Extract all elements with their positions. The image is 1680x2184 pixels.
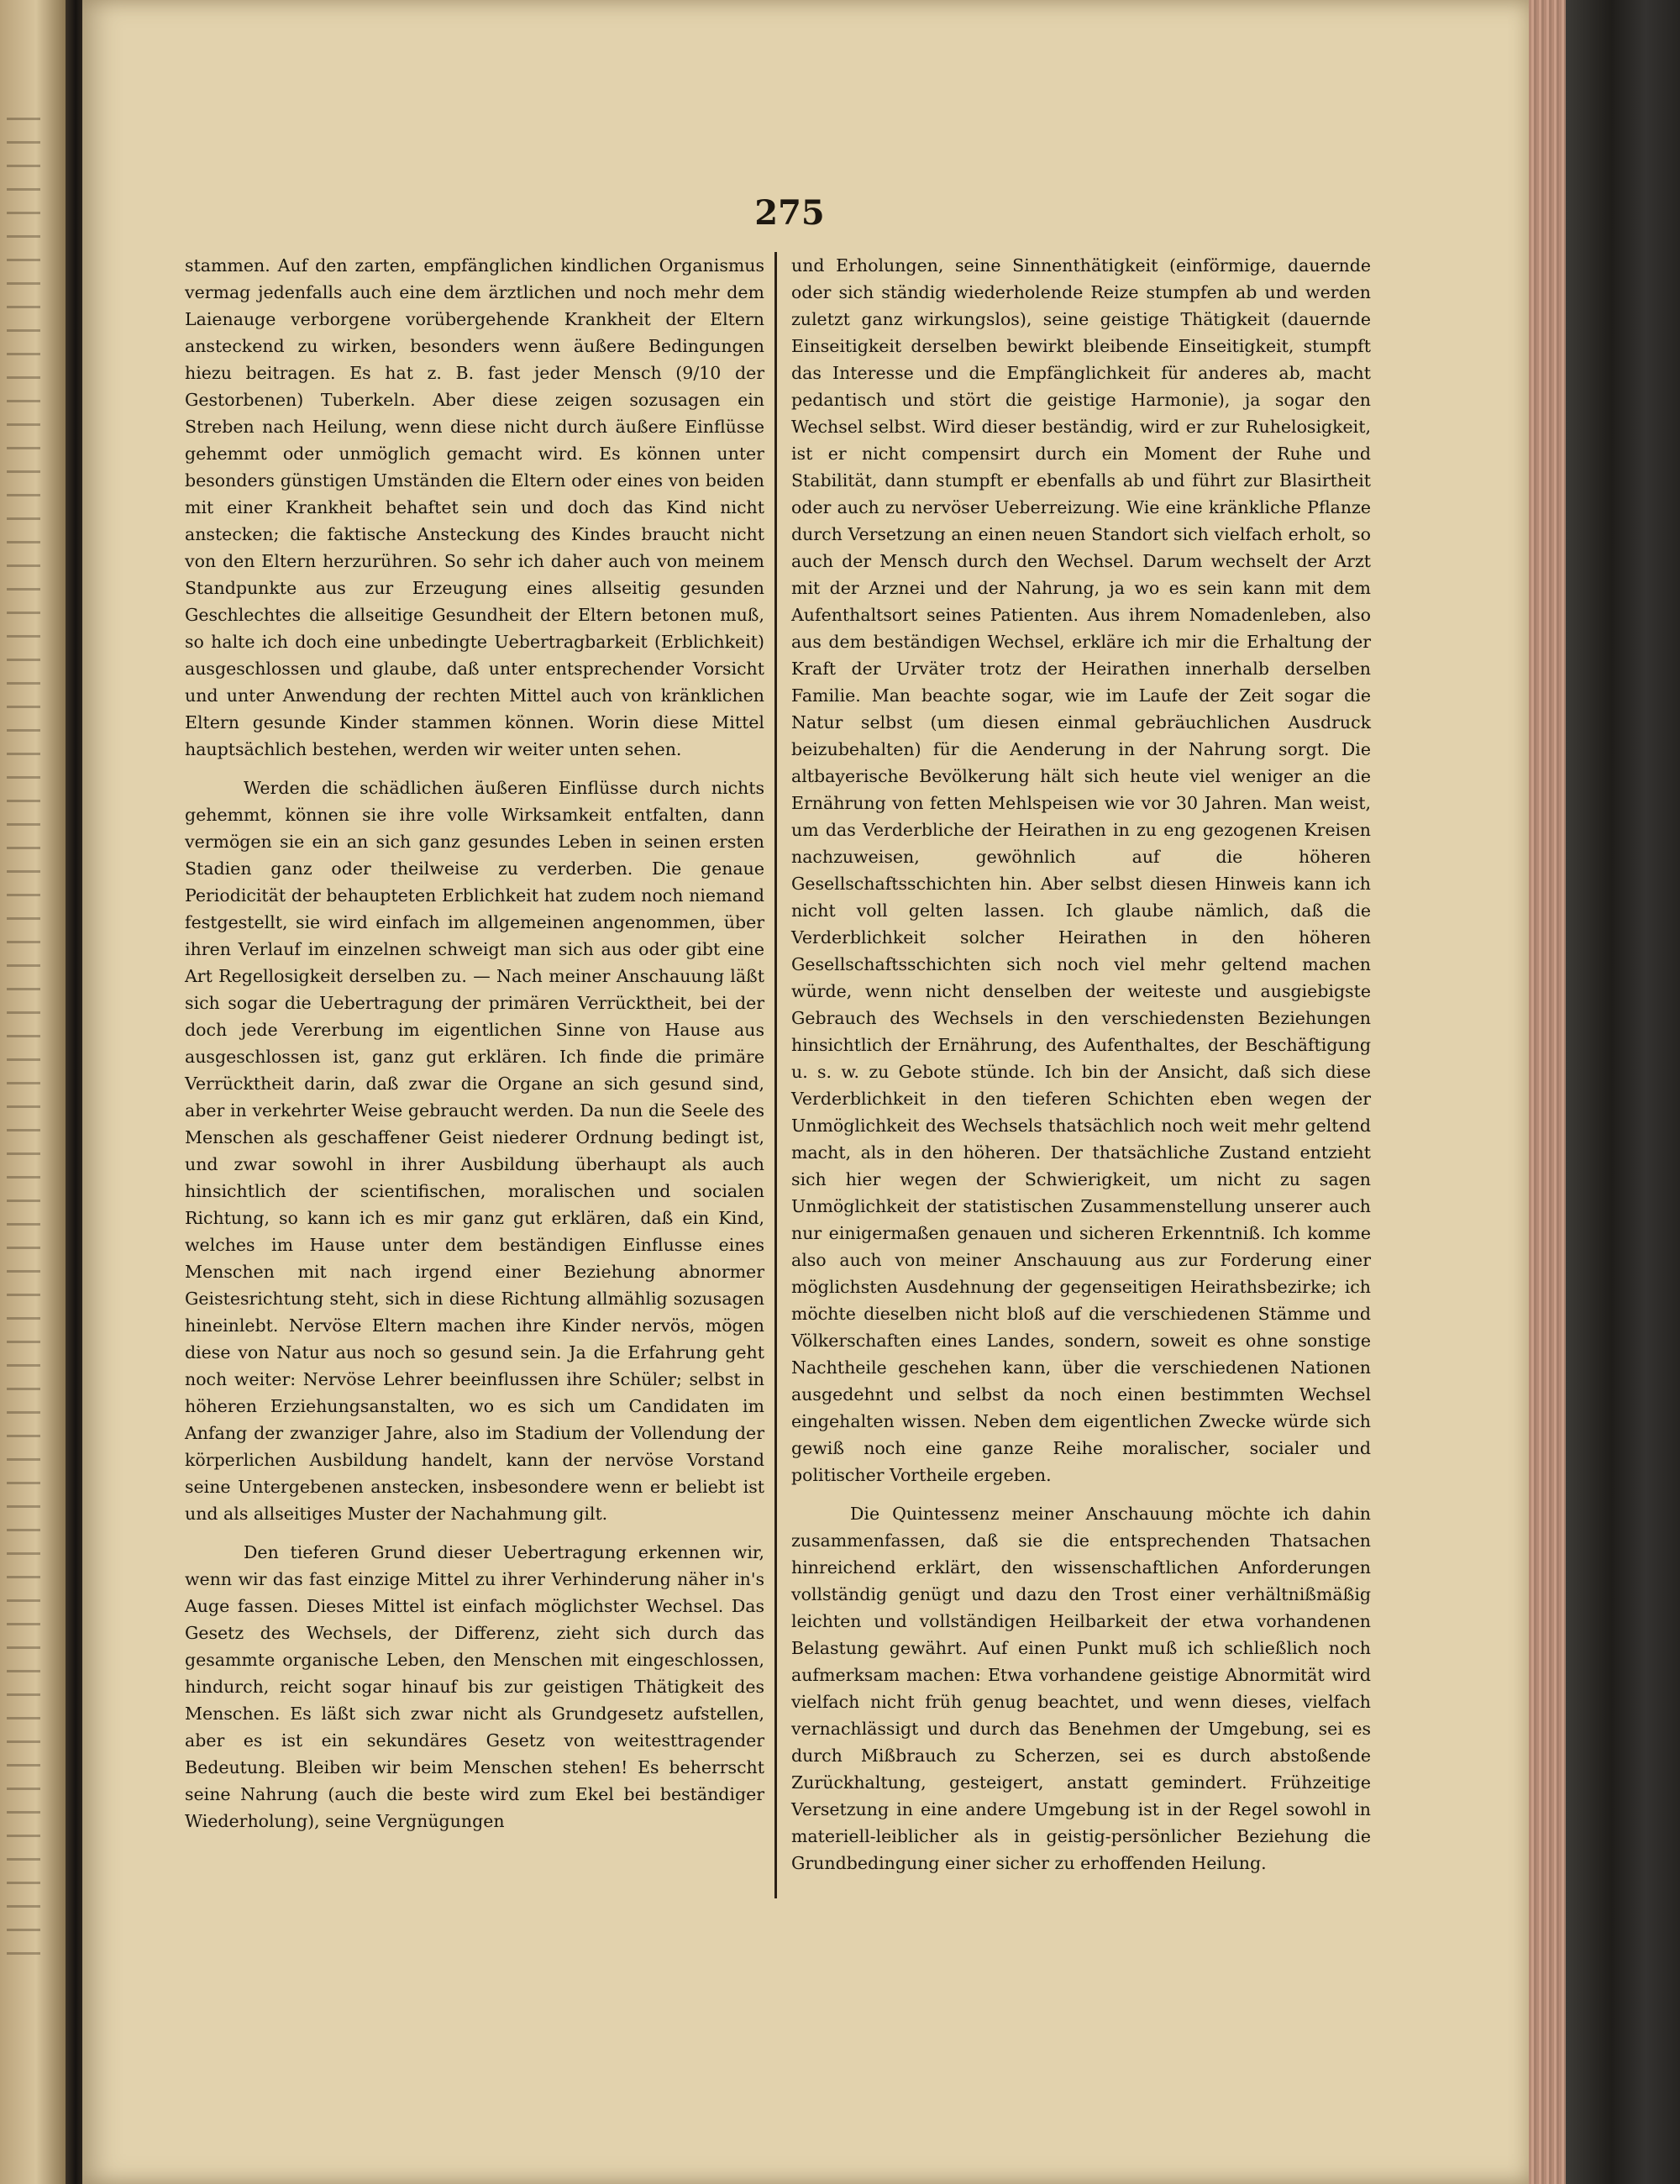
text-column-right — [791, 252, 1371, 1877]
facing-page-edge — [0, 0, 66, 2184]
book-gutter — [66, 0, 82, 2184]
column-divider — [774, 252, 777, 1898]
page-number: 275 — [754, 193, 825, 233]
book-cover — [1566, 0, 1680, 2184]
paragraph: und Erholungen, seine Sinnenthätigkeit (einförmige, dauernde oder sich ständig wiederholende Reize stumpfen ab und werden zuletzt ganz wirkungslos), seine geistige Thätigkeit (dauernde Einseitigkeit derselben bewirkt bleibende Einseitigkeit, stumpft das Interesse und die Empfänglichkeit für anderes ab, macht pedantisch und stört die geistige Harmonie), ja sogar den Wechsel selbst. Wird dieser beständig, wird er zur Ruhelosigkeit, ist er nicht compensirt durch ein Moment der Ruhe und Stabilität, dann stumpft er ebenfalls ab und führt zur Blasirtheit oder auch zu nervöser Ueberreizung. Wie eine kränkliche Pflanze durch Versetzung an einen neuen Standort sich vielfach erholt, so auch der Mensch durch den Wechsel. Darum wechselt der Arzt mit der Arznei und der Nahrung, ja wo es sein kann mit dem Aufenthaltsort seines Patienten. Aus ihrem Nomadenleben, also aus dem beständigen Wechsel, erkläre ich mir die Erhaltung der Kraft der Urväter trotz der Heirathen innerhalb derselben Familie. Man beachte sogar, wie im Laufe der Zeit sogar die Natur selbst (um diesen einmal gebräuchlichen Ausdruck beizubehalten) für die Aenderung in der Nahrung sorgt. Die altbayerische Bevölkerung hält sich heute viel weniger an die Ernährung von fetten Mehlspeisen wie vor 30 Jahren. Man weist, um das Verderbliche der Heirathen in zu eng gezogenen Kreisen nachzuweisen, gewöhnlich auf die höheren Gesellschaftsschichten hin. Aber selbst diesen Hinweis kann ich nicht voll gelten lassen. Ich glaube nämlich, daß die Verderblichkeit solcher Heirathen in den höheren Gesellschaftsschichten sich noch viel mehr geltend machen würde, wenn nicht denselben der weiteste und ausgiebigste Gebrauch des Wechsels in den verschiedensten Beziehungen hinsichtlich der Ernährung, des Aufenthaltes, der Beschäftigung u. s. w. zu Gebote stünde. Ich bin der Ansicht, daß sich diese Verderblichkeit in den tieferen Schichten eben wegen der Unmöglichkeit des Wechsels thatsächlich noch weit mehr geltend macht, als in den höheren. Der thatsächliche Zustand entzieht sich hier wegen der Schwierigkeit, um nicht zu sagen Unmöglichkeit der statistischen Zusammenstellung unserer auch nur einigermaßen genauen und sicheren Erkenntniß. Ich komme also auch von meiner Anschauung aus zur Forderung einer möglichsten Ausdehnung der gegenseitigen Heirathsbezirke; ich möchte dieselben nicht bloß auf die verschiedenen Stämme und Völkerschaften eines Landes, sondern, soweit es ohne sonstige Nachtheile geschehen kann, über die verschiedenen Nationen ausgedehnt und selbst da noch einen bestimmten Wechsel eingehalten wissen. Neben dem eigentlichen Zwecke würde sich gewiß noch eine ganze Reihe moralischer, socialer und politischer Vortheile ergeben. — [791, 255, 1371, 1485]
paragraph: Werden die schädlichen äußeren Einflüsse durch nichts gehemmt, können sie ihre volle Wirksamkeit entfalten, dann vermögen sie ein an sich ganz gesundes Leben in seinen ersten Stadien ganz oder theilweise zu verderben. Die genaue Periodicität der behaupteten Erblichkeit hat zudem noch niemand festgestellt, sie wird einfach im allgemeinen angenommen, über ihren Verlauf im einzelnen schweigt man sich aus oder gibt eine Art Regellosigkeit derselben zu. — Nach meiner Anschauung läßt sich sogar die Uebertragung der primären Verrücktheit, bei der doch jede Vererbung im eigentlichen Sinne von Hause aus ausgeschlossen ist, ganz gut erklären. Ich finde die primäre Verrücktheit darin, daß zwar die Organe an sich gesund sind, aber in verkehrter Weise gebraucht werden. Da nun die Seele des Menschen als geschaffener Geist niederer Ordnung bedingt ist, und zwar sowohl in ihrer Ausbildung überhaupt als auch hinsichtlich der scientifischen, moralischen und socialen Richtung, so kann ich es mir ganz gut erklären, daß ein Kind, welches im Hause unter dem beständigen Einflusse eines Menschen mit nach irgend einer Beziehung abnormer Geistesrichtung steht, sich in diese Richtung allmählig sozusagen hineinlebt. Nervöse Eltern machen ihre Kinder nervös, mögen diese von Natur aus noch so gesund sein. Ja die Erfahrung geht noch weiter: Nervöse Lehrer beeinflussen ihre Schüler; selbst in höheren Erziehungsanstalten, wo es sich um Candidaten im Anfang der zwanziger Jahre, also im Stadium der Vollendung der körperlichen Ausbildung handelt, kann der nervöse Vorstand seine Untergebenen anstecken, insbesondere wenn er beliebt ist und als allseitiges Muster der Nachahmung gilt. — [185, 778, 764, 1524]
paragraph: Die Quintessenz meiner Anschauung möchte ich dahin zusammenfassen, daß sie die entsprechenden Thatsachen hinreichend erklärt, den wissenschaftlichen Anforderungen vollständig genügt und dazu den Trost einer verhältnißmäßig leichten und vollständigen Heilbarkeit der etwa vorhandenen Belastung gewährt. Auf einen Punkt muß ich schließlich noch aufmerksam machen: Etwa vorhandene geistige Abnormität wird vielfach nicht früh genug beachtet, und wenn dieses, vielfach vernachlässigt und durch das Benehmen der Umgebung, sei es durch Mißbrauch zu Scherzen, sei es durch abstoßende Zurückhaltung, gesteigert, anstatt gemindert. Frühzeitige Versetzung in eine andere Umgebung ist in der Regel sowohl in materiell-leiblicher als in geistig-persönlicher Beziehung die Grundbedingung einer sicher zu erhoffenden Heilung. — [791, 1504, 1371, 1873]
paragraph: stammen. Auf den zarten, empfänglichen kindlichen Organismus vermag jedenfalls auch eine dem ärztlichen und noch mehr dem Laienauge verborgene vorübergehende Krankheit der Eltern ansteckend zu wirken, besonders wenn äußere Bedingungen hiezu beitragen. Es hat z. B. fast jeder Mensch (9/10 der Gestorbenen) Tuberkeln. Aber diese zeigen sozusagen ein Streben nach Heilung, wenn diese nicht durch äußere Einflüsse gehemmt oder unmöglich gemacht wird. Es können unter besonders günstigen Umständen die Eltern oder eines von beiden mit einer Krankheit behaftet sein und doch das Kind nicht anstecken; die faktische Ansteckung des Kindes braucht nicht von den Eltern herzurühren. So sehr ich daher auch von meinem Standpunkte aus zur Erzeugung eines allseitig gesunden Geschlechtes die allseitige Gesundheit der Eltern betonen muß, so halte ich doch eine unbedingte Uebertragbarkeit (Erblichkeit) ausgeschlossen und glaube, daß unter entsprechender Vorsicht und unter Anwendung der rechten Mittel auch von kränklichen Eltern gesunde Kinder stammen können. Worin diese Mittel hauptsächlich bestehen, werden wir weiter unten sehen. — [185, 255, 764, 759]
text-column-left — [185, 252, 764, 1835]
facing-page-text-strip — [7, 118, 40, 1966]
page-block-edge — [1529, 0, 1566, 2184]
paragraph: Den tieferen Grund dieser Uebertragung erkennen wir, wenn wir das fast einzige Mittel zu ihrer Verhinderung näher in's Auge fassen. Dieses Mittel ist einfach möglichster Wechsel. Das Gesetz des Wechsels, der Differenz, zieht sich durch das gesammte organische Leben, den Menschen mit eingeschlossen, hindurch, reicht sogar hinauf bis zur geistigen Thätigkeit des Menschen. Es läßt sich zwar nicht als Grundgesetz aufstellen, aber es ist ein sekundäres Gesetz von weitesttragender Bedeutung. Bleiben wir beim Menschen stehen! Es beherrscht seine Nahrung (auch die beste wird zum Ekel bei beständiger Wiederholung), seine Vergnügungen — [185, 1542, 764, 1831]
